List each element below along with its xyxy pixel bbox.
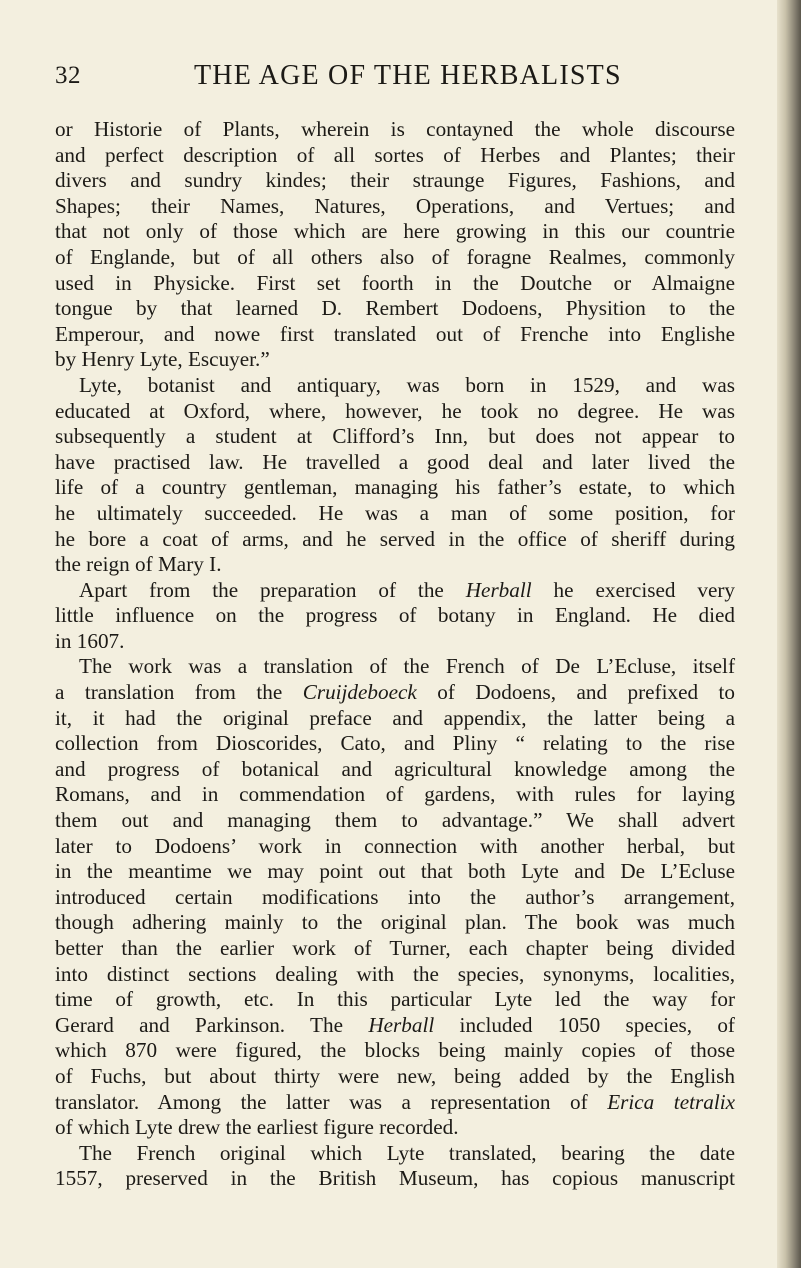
text-line: have practised law. He travelled a good deal and later lived the (55, 449, 735, 474)
text-line: though adhering mainly to the original plan. The book was much (55, 910, 735, 935)
text-line: by Henry Lyte, Escuyer.” (55, 347, 270, 372)
text-line: and progress of botanical and agricultural knowledge among the (55, 756, 735, 781)
text-line: he ultimately succeeded. He was a man of some position, for (55, 500, 735, 525)
text-run: Gerard and Parkinson. The (55, 1012, 369, 1037)
text-run: he exercised very (531, 577, 735, 602)
text-line: Romans, and in commendation of gardens, with rules for laying (55, 782, 735, 807)
text-line: educated at Oxford, where, however, he took no degree. He was (55, 398, 735, 423)
text-line: Emperour, and nowe first translated out of Frenche into Englishe (55, 321, 735, 346)
running-head: THE AGE OF THE HERBALISTS (194, 60, 622, 91)
text-line: which 870 were figured, the blocks being mainly copies of those (55, 1038, 735, 1063)
text-line: and perfect description of all sortes of Herbes and Plantes; their (55, 142, 735, 167)
page-edge-shadow (777, 0, 801, 1268)
text-run: translator. Among the latter was a representation of (55, 1089, 608, 1114)
text-line: he bore a coat of arms, and he served in the office of sheriff during (55, 526, 735, 551)
text-line: collection from Dioscorides, Cato, and Pliny “ relating to the rise (55, 731, 735, 756)
text-line (55, 578, 735, 604)
italic-species: Erica tetralix (607, 1089, 735, 1114)
text-line: introduced certain modifications into the author’s arrangement, (55, 884, 735, 909)
text-run: included 1050 species, of (434, 1012, 735, 1037)
text-line: life of a country gentleman, managing his father’s estate, to which (55, 475, 735, 500)
body-text (55, 117, 735, 1192)
text-line: into distinct sections dealing with the species, synonyms, localities, (55, 961, 735, 986)
text-line: of which Lyte drew the earliest figure recorded. (55, 1115, 459, 1140)
page-number: 32 (55, 62, 81, 89)
text-line (55, 680, 735, 706)
text-line: used in Physicke. First set foorth in the Doutche or Almaigne (55, 270, 735, 295)
text-line: or Historie of Plants, wherein is contayned the whole discourse (55, 117, 735, 141)
text-run: of Dodoens, and prefixed to (416, 680, 735, 705)
text-line: 1557, preserved in the British Museum, has copious manuscript (55, 1166, 735, 1191)
text-run: Apart from the preparation of the (79, 577, 466, 602)
italic-title: Cruijdeboeck (302, 680, 417, 705)
text-line: later to Dodoens’ work in connection with another herbal, but (55, 833, 735, 858)
text-line (55, 1013, 735, 1039)
text-line: it, it had the original preface and appendix, the latter being a (55, 705, 735, 730)
text-line: Shapes; their Names, Natures, Operations, and Vertues; and (55, 193, 735, 218)
text-line: Lyte, botanist and antiquary, was born in 1529, and was (79, 372, 735, 397)
text-line: of Fuchs, but about thirty were new, being added by the English (55, 1063, 735, 1088)
text-line: time of growth, etc. In this particular Lyte led the way for (55, 987, 735, 1012)
text-run: a translation from the (55, 680, 303, 705)
text-line: of Englande, but of all others also of foragne Realmes, commonly (55, 244, 735, 269)
italic-title: Herball (465, 577, 532, 602)
text-line: in the meantime we may point out that both Lyte and De L’Ecluse (55, 859, 735, 884)
text-line: in 1607. (55, 628, 125, 653)
text-line: little influence on the progress of botany in England. He died (55, 603, 735, 628)
text-line: better than the earlier work of Turner, each chapter being divided (55, 936, 735, 960)
text-line: The work was a translation of the French of De L’Ecluse, itself (79, 654, 735, 679)
text-line: tongue by that learned D. Rembert Dodoens, Physition to the (55, 296, 735, 321)
text-line (55, 1090, 735, 1116)
text-line: the reign of Mary I. (55, 552, 222, 577)
text-line: them out and managing them to advantage.” We shall advert (55, 808, 735, 833)
text-line: divers and sundry kindes; their straunge Figures, Fashions, and (55, 168, 735, 193)
text-line: that not only of those which are here growing in this our countrie (55, 219, 735, 244)
italic-title: Herball (368, 1012, 435, 1037)
text-line: The French original which Lyte translated, bearing the date (79, 1140, 735, 1165)
text-line: subsequently a student at Clifford’s Inn, but does not appear to (55, 424, 735, 449)
